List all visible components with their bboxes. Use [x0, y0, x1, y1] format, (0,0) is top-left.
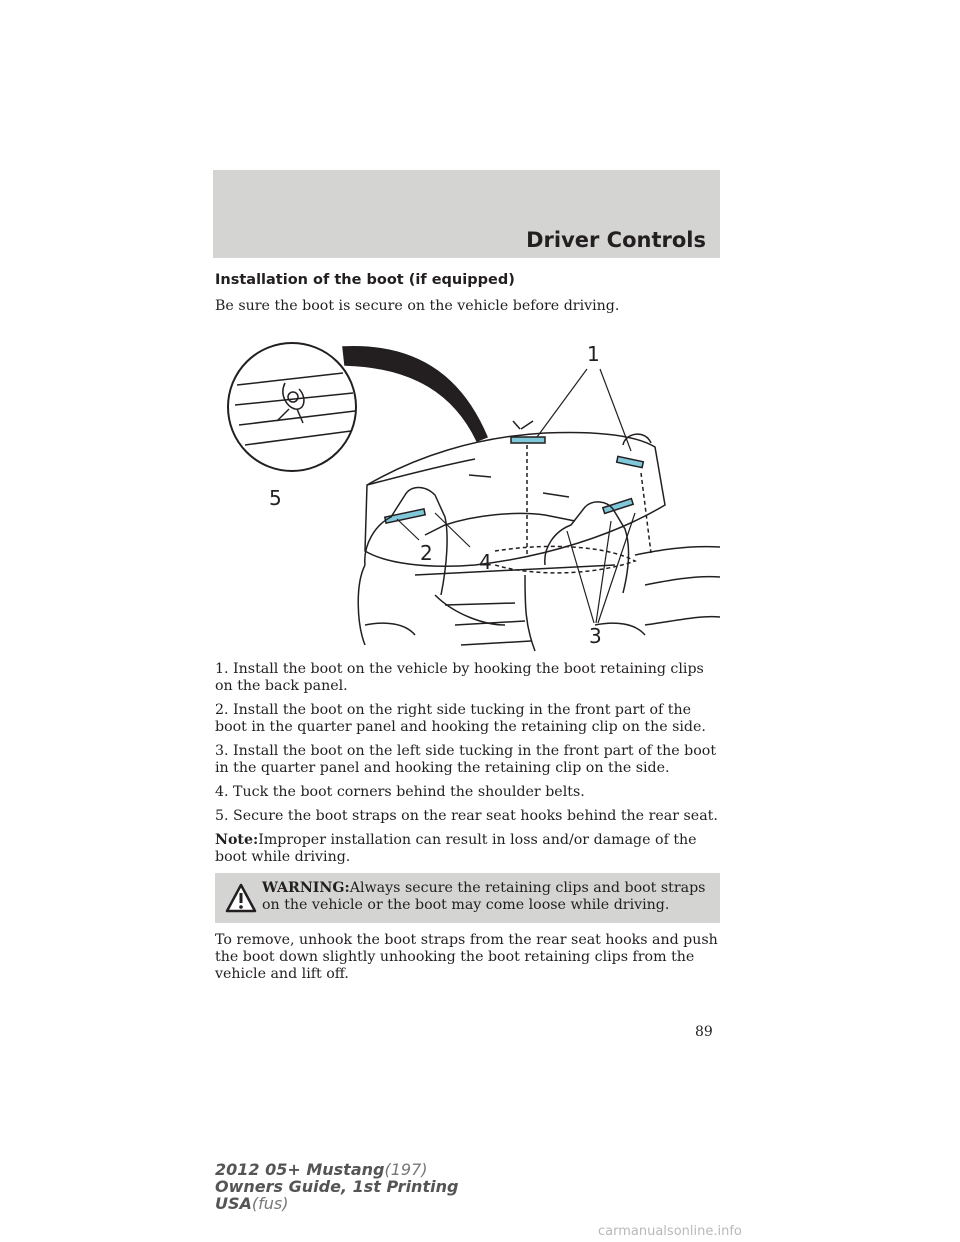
footer-line-2: Owners Guide, 1st Printing: [215, 1177, 459, 1196]
boot-installation-illustration: [215, 325, 720, 653]
header-band: [213, 170, 720, 258]
steps-list: [215, 661, 720, 866]
step-item: 2. Install the boot on the right side tucking in the front part of the boot in the quarter panel and hooking the retaining clip on the side.: [215, 702, 706, 735]
boot-installation-figure: [215, 325, 720, 653]
footer-line-1: [215, 1161, 458, 1178]
step-item: 1. Install the boot on the vehicle by hooking the boot retaining clips on the back panel.: [215, 661, 704, 694]
note-text: Improper installation can result in loss and/or damage of the boot while driving.: [215, 832, 697, 865]
print-footer: [215, 1161, 458, 1212]
step-item: 4. Tuck the boot corners behind the shoulder belts.: [215, 784, 585, 800]
callout-3: 3: [589, 624, 602, 648]
warning-label: WARNING:: [262, 880, 350, 896]
warning-text: Always secure the retaining clips and boot straps on the vehicle or the boot may come loose while driving.: [262, 880, 706, 913]
callout-5: 5: [269, 486, 282, 510]
section-title: Installation of the boot (if equipped): [215, 272, 515, 288]
note-label: Note:: [215, 832, 259, 848]
warning-triangle-icon: [225, 883, 257, 913]
callout-1: 1: [587, 342, 600, 366]
warning-text-block: [262, 880, 717, 914]
warning-box: [215, 873, 720, 923]
note-paragraph: [215, 832, 720, 866]
footer-model-code: (197): [384, 1160, 428, 1179]
page-content: [215, 262, 720, 983]
removal-text: To remove, unhook the boot straps from the rear seat hooks and push the boot down slightly unhooking the boot retaining clips from the vehicle and lift off.: [215, 932, 718, 982]
header-title: Driver Controls: [526, 228, 706, 252]
watermark: carmanualsonline.info: [598, 1224, 742, 1239]
callout-2: 2: [420, 541, 433, 565]
intro-text: Be sure the boot is secure on the vehicle before driving.: [215, 298, 620, 314]
step-item: 3. Install the boot on the left side tucking in the front part of the boot in the quarter panel and hooking the retaining clip on the side.: [215, 743, 717, 776]
footer-line-3: [215, 1195, 458, 1212]
step-item: 5. Secure the boot straps on the rear seat hooks behind the rear seat.: [215, 808, 718, 824]
callout-4: 4: [479, 550, 492, 574]
footer-model: 2012 05+ Mustang: [215, 1160, 385, 1179]
footer-market: USA: [215, 1194, 252, 1213]
page-number: 89: [695, 1024, 713, 1040]
footer-market-code: (fus): [251, 1194, 289, 1213]
